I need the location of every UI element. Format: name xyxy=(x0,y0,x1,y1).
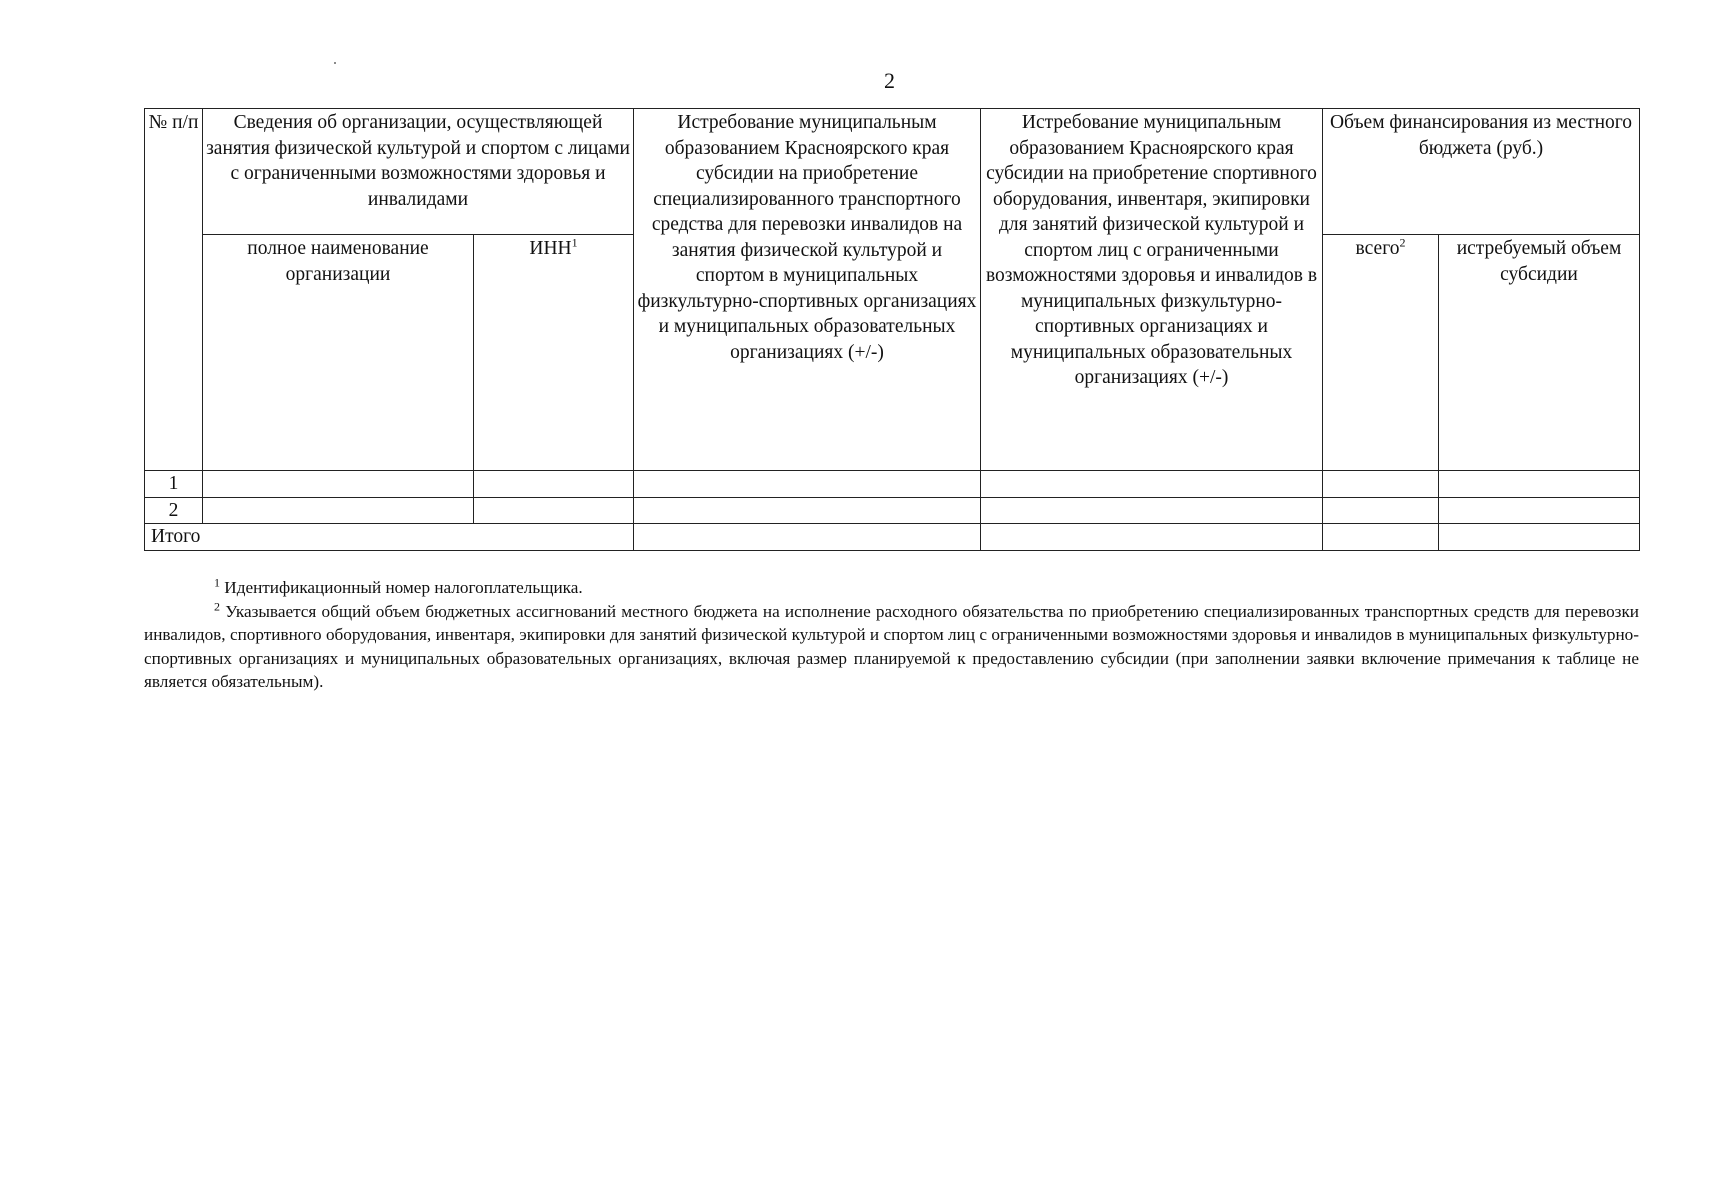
cell-equipment xyxy=(981,471,1323,498)
footnote-2-text: Указывается общий объем бюджетных ассигнований местного бюджета на исполнение расходного обязательства по приобретению специализированных транспортных средств для перевозки инвалидов, спортивного оборудования, инвентаря, экипировки для занятий физической культурой и спортом лиц с ограниченными возможностями здоровья и инвалидов в муниципальных физкультурно-спортивных организациях и муниципальных образовательных организациях, включая размер планируемой к предоставлению субсидии (при заполнении заявки включение примечания к таблице не является обязательным). xyxy=(144,601,1639,691)
page-number: 2 xyxy=(884,68,895,93)
cell-transport xyxy=(634,497,981,524)
header-funding-volume: Объем финансирования из местного бюджета (руб.) xyxy=(1323,109,1640,235)
header-row-number: № п/п xyxy=(145,109,203,471)
header-organization-name: полное наименование организации xyxy=(203,235,474,471)
header-transport-subsidy: Истребование муниципальным образованием Красноярского края субсидии на приобретение специализированного транспортного средства для перевозки инвалидов на занятия физической культурой и спортом в муниципальных физкультурно-спортивных организациях и муниципальных образовательных организациях (+/-) xyxy=(634,109,981,471)
header-inn xyxy=(474,235,634,471)
row-number: 2 xyxy=(145,497,203,524)
cell-total xyxy=(1323,471,1439,498)
cell-organization-name xyxy=(203,497,474,524)
header-total xyxy=(1323,235,1439,471)
header-organization-info: Сведения об организации, осуществляющей занятия физической культурой и спортом с лицами с ограниченными возможностями здоровья и инвалидами xyxy=(203,109,634,235)
inn-footnote-marker: 1 xyxy=(571,235,578,250)
cell-inn xyxy=(474,471,634,498)
table-row xyxy=(145,497,1640,524)
cell-transport xyxy=(634,524,981,551)
cell-transport xyxy=(634,471,981,498)
cell-equipment xyxy=(981,524,1323,551)
table-total-row xyxy=(145,524,1640,551)
header-requested-subsidy: истребуемый объем субсидии xyxy=(1439,235,1640,471)
footnote-2 xyxy=(144,600,1639,694)
cell-requested xyxy=(1439,471,1640,498)
total-row-label: Итого xyxy=(145,524,634,551)
cell-requested xyxy=(1439,497,1640,524)
application-table xyxy=(144,108,1640,551)
cell-inn xyxy=(474,497,634,524)
cell-total xyxy=(1323,497,1439,524)
cell-organization-name xyxy=(203,471,474,498)
footnote-1 xyxy=(144,576,1639,600)
scan-speck xyxy=(334,62,336,64)
footnote-1-marker: 1 xyxy=(214,575,220,590)
total-label: всего xyxy=(1355,238,1400,259)
header-equipment-subsidy: Истребование муниципальным образованием Красноярского края субсидии на приобретение спортивного оборудования, инвентаря, экипировки для занятий физической культурой и спортом лиц с ограниченными возможностями здоровья и инвалидов в муниципальных физкультурно-спортивных организациях и муниципальных образовательных организациях (+/-) xyxy=(981,109,1323,471)
footnote-2-marker: 2 xyxy=(214,598,220,613)
table-header-row xyxy=(145,109,1640,235)
cell-total xyxy=(1323,524,1439,551)
cell-equipment xyxy=(981,497,1323,524)
table-row xyxy=(145,471,1640,498)
cell-requested xyxy=(1439,524,1640,551)
total-footnote-marker: 2 xyxy=(1399,235,1406,250)
footnotes xyxy=(144,576,1639,694)
row-number: 1 xyxy=(145,471,203,498)
footnote-1-text: Идентификационный номер налогоплательщика. xyxy=(224,578,583,597)
inn-label: ИНН xyxy=(529,238,572,259)
